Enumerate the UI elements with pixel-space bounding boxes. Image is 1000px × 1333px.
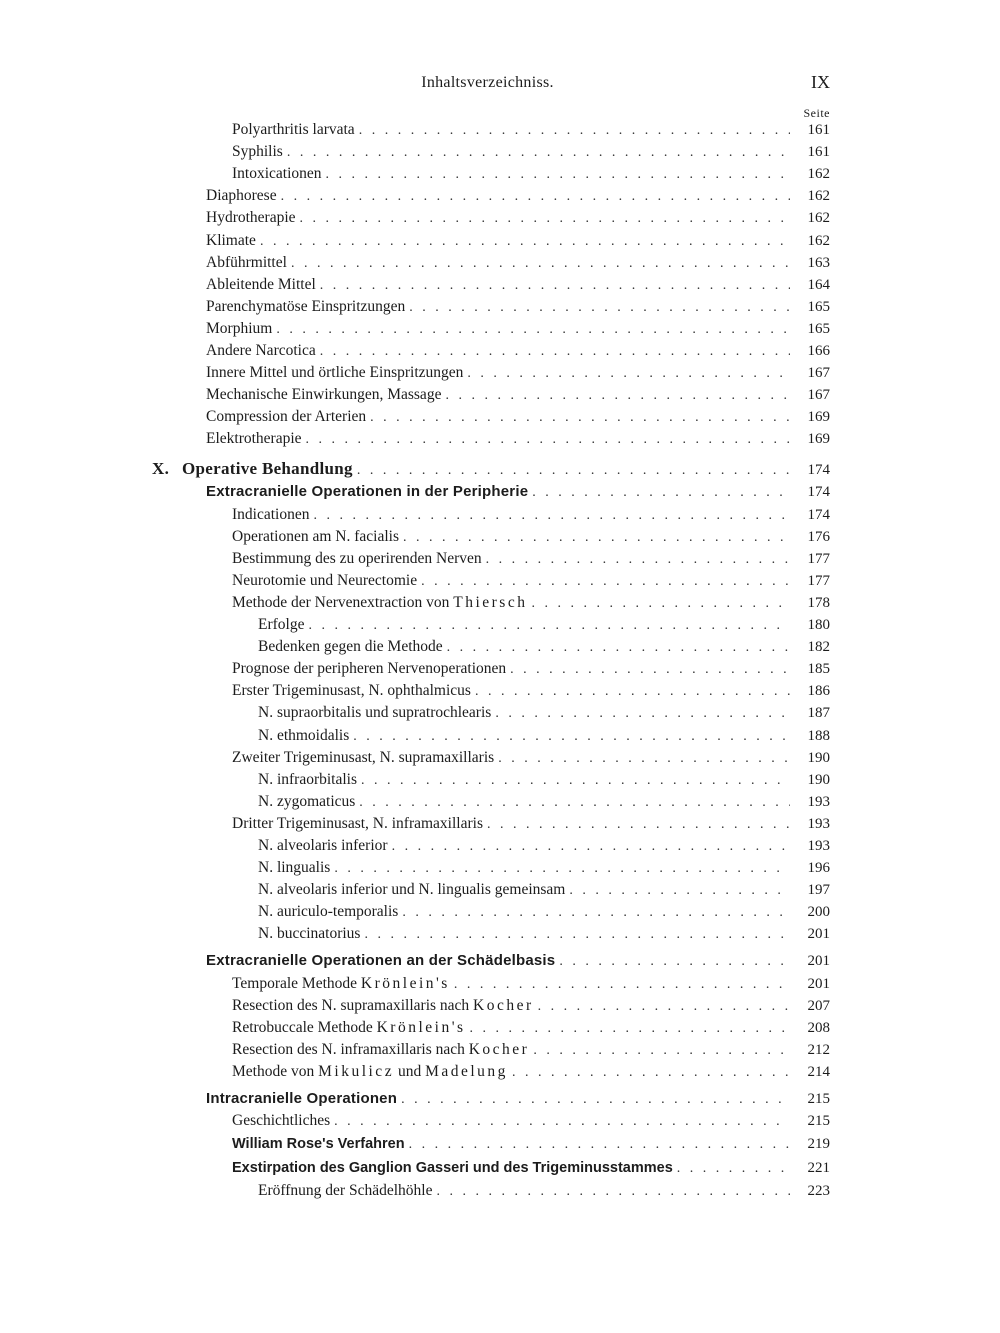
- dot-leader: [447, 640, 790, 656]
- toc-entry: [258, 616, 830, 638]
- toc-entry: [232, 165, 830, 187]
- toc-entry: [258, 925, 830, 947]
- toc-entry: [232, 1019, 830, 1041]
- toc-entry-page: 212: [807, 1041, 830, 1058]
- toc-entry: [206, 254, 830, 276]
- toc-entry: [232, 660, 830, 682]
- toc-entry-label: N. alveolaris inferior und N. lingualis gemeinsam: [258, 881, 566, 899]
- toc-entry: [232, 528, 830, 550]
- author-name: Kocher: [473, 996, 534, 1014]
- toc-entry-title: [232, 143, 287, 161]
- toc-entry: [206, 232, 830, 254]
- toc-entry: [258, 793, 830, 815]
- dot-leader: [308, 618, 790, 634]
- toc-entry: [232, 1160, 830, 1182]
- toc-entry-title: [206, 187, 281, 205]
- toc-entry-page: 208: [807, 1019, 830, 1036]
- toc-entry-label: N. supraorbitalis und supratrochlearis: [258, 704, 492, 722]
- dot-leader: [401, 1092, 790, 1108]
- toc-entry-page: 196: [807, 860, 830, 877]
- toc-entry-label: Klimate: [206, 231, 256, 249]
- toc-entry-page: 178: [807, 594, 830, 611]
- toc-entry-page: 207: [807, 997, 830, 1014]
- toc-entry-title: [232, 682, 475, 700]
- toc-entry: [258, 837, 830, 859]
- toc-entry: [206, 276, 830, 298]
- toc-entry-page: 193: [807, 815, 830, 832]
- toc-entry-page: 185: [807, 661, 830, 678]
- toc-entry-page: 219: [807, 1136, 830, 1152]
- dot-leader: [370, 410, 790, 426]
- toc-entry-page: 163: [807, 254, 830, 271]
- toc-entry-title: [258, 616, 308, 634]
- toc-entry-page: 186: [807, 683, 830, 700]
- part-number: X.: [152, 459, 170, 479]
- toc-entry-page: 167: [807, 387, 830, 404]
- toc-entry: [258, 638, 830, 660]
- dot-leader: [281, 189, 790, 205]
- toc-entry-title: [232, 572, 421, 590]
- toc-entry: [152, 459, 830, 481]
- toc-entry: [232, 594, 830, 616]
- dot-leader: [559, 954, 790, 970]
- toc-entry-page: 165: [807, 320, 830, 337]
- dot-leader: [402, 905, 790, 921]
- toc-entry: [258, 704, 830, 726]
- toc-entry-label: Operative Behandlung: [182, 459, 353, 479]
- toc-entry-title: [206, 483, 532, 500]
- toc-entry-label: Geschichtliches: [232, 1112, 331, 1129]
- toc-entry-page: 165: [807, 298, 830, 315]
- toc-entry-label: N. alveolaris inferior: [258, 837, 388, 854]
- toc-entry-page: 215: [807, 1113, 830, 1129]
- toc-entry-page: 174: [807, 462, 830, 479]
- toc-entry-label: Erfolge: [258, 616, 305, 633]
- toc-entry-label: Resection des N. inframaxillaris nach: [232, 1040, 465, 1058]
- dot-leader: [470, 1021, 790, 1037]
- toc-entry-title: [232, 749, 498, 767]
- toc-entry-title: [232, 1019, 470, 1037]
- toc-entry-page: 167: [807, 365, 830, 382]
- author-name: Madelung: [425, 1062, 508, 1080]
- toc-entry-title: [206, 1090, 401, 1107]
- dot-leader: [487, 817, 790, 833]
- toc-entry-label: Polyarthritis larvata: [232, 121, 355, 138]
- toc-entry: [232, 1041, 830, 1063]
- toc-entry-label: N. lingualis: [258, 859, 331, 877]
- toc-entry-page: 201: [807, 926, 830, 943]
- dot-leader: [421, 574, 790, 590]
- toc-entry-page: 164: [807, 276, 830, 293]
- toc-entry-label: Syphilis: [232, 143, 283, 161]
- toc-entry-title: [258, 1182, 436, 1200]
- toc-entry: [206, 483, 830, 505]
- toc-entry-label: N. zygomaticus: [258, 792, 356, 810]
- dot-leader: [320, 344, 790, 360]
- author-name: Krönlein's: [376, 1018, 466, 1036]
- dot-leader: [300, 211, 790, 227]
- toc-entry-label: Elektrotherapie: [206, 430, 302, 448]
- toc-entry-title: [232, 1160, 677, 1176]
- dot-leader: [260, 234, 790, 250]
- toc-entry-page: 174: [807, 506, 830, 523]
- toc-entry-title: [258, 925, 364, 943]
- dot-leader: [359, 123, 790, 139]
- toc-entry-title: [206, 232, 260, 250]
- toc-entry-page: 169: [807, 431, 830, 448]
- dot-leader: [392, 839, 790, 855]
- dot-leader: [531, 596, 790, 612]
- toc-entry-label: Intracranielle Operationen: [206, 1089, 398, 1107]
- toc-entry-title: [206, 386, 445, 404]
- author-name: Kocher: [468, 1040, 530, 1058]
- running-header-page-number: IX: [811, 72, 830, 92]
- toc-entry: [232, 815, 830, 837]
- toc-entry-title: [206, 430, 306, 448]
- toc-entry-page: 177: [807, 550, 830, 567]
- toc-entry-page: 221: [807, 1160, 830, 1176]
- dot-leader: [486, 552, 790, 568]
- toc-entry-label: Ableitende Mittel: [206, 275, 316, 293]
- toc-entry: [232, 506, 830, 528]
- dot-leader: [436, 1184, 790, 1200]
- toc-entry-title: [232, 1112, 334, 1130]
- toc-entry-label: N. ethmoidalis: [258, 726, 350, 744]
- toc-entry-page: 162: [807, 166, 830, 183]
- toc-entry-label: Extracranielle Operationen an der Schädelbasis: [206, 952, 556, 970]
- toc-entry-title: [232, 975, 454, 993]
- dot-leader: [361, 773, 790, 789]
- toc-entry-label: Erster Trigeminusast, N. ophthalmicus: [232, 682, 471, 700]
- toc-entry-label: Methode von: [232, 1062, 315, 1080]
- toc-entry-label: Andere Narcotica: [206, 342, 316, 359]
- dot-leader: [409, 300, 790, 316]
- running-header-title: Inhaltsverzeichniss.: [421, 74, 554, 91]
- toc-entry-title: [258, 704, 495, 722]
- toc-entry: [232, 1112, 830, 1134]
- toc-entry-title: [258, 727, 353, 745]
- dot-leader: [533, 1043, 790, 1059]
- toc-entry-label: Methode der Nervenextraction von: [232, 593, 450, 611]
- toc-entry: [206, 320, 830, 342]
- toc-entry: [232, 682, 830, 704]
- toc-entry-page: 162: [807, 210, 830, 227]
- dot-leader: [510, 662, 790, 678]
- author-name: Thiersch: [453, 593, 528, 611]
- toc-entry: [232, 997, 830, 1019]
- toc-entry-label: Zweiter Trigeminusast, N. supramaxillaris: [232, 748, 495, 766]
- toc-entry: [232, 975, 830, 997]
- toc-entry: [206, 298, 830, 320]
- toc-entry-label: Temporale Methode: [232, 974, 358, 992]
- toc-entry: [258, 1182, 830, 1204]
- toc-entry-title: [232, 528, 403, 546]
- toc-entry-label: Indicationen: [232, 505, 310, 523]
- toc-entry-title: [232, 165, 326, 183]
- toc-entry-title: [232, 997, 538, 1015]
- dot-leader: [467, 366, 790, 382]
- toc-entry-page: 180: [807, 617, 830, 633]
- toc-entry-label: Exstirpation des Ganglion Gasseri und des Trigeminusstammes: [232, 1160, 673, 1176]
- toc-entry-page: 162: [807, 188, 830, 205]
- dot-leader: [306, 432, 790, 448]
- toc-entry-page: 177: [807, 572, 830, 589]
- toc-entry: [258, 771, 830, 793]
- toc-entry: [206, 187, 830, 209]
- toc-entry-title: [258, 638, 447, 656]
- toc-entry-title: [232, 1136, 409, 1152]
- toc-entry: [258, 727, 830, 749]
- toc-entry-label: Dritter Trigeminusast, N. inframaxillaris: [232, 814, 483, 832]
- toc-entry-label: N. buccinatorius: [258, 925, 361, 943]
- toc-entry: [232, 749, 830, 771]
- toc-entry: [206, 364, 830, 386]
- toc-entry: [232, 550, 830, 572]
- toc-entry-label: Hydrotherapie: [206, 209, 296, 227]
- toc-entry-label: Extracranielle Operationen in der Peripherie: [206, 483, 529, 501]
- toc-entry-title: [206, 320, 276, 338]
- toc-entry-label: Resection des N. supramaxillaris nach: [232, 996, 470, 1014]
- dot-leader: [569, 883, 790, 899]
- toc-entry: [258, 903, 830, 925]
- toc-entry-title: [206, 209, 300, 227]
- toc-entry-title: [258, 859, 334, 877]
- toc-entry-page: 193: [807, 838, 830, 854]
- toc-entry-label: Intoxicationen: [232, 165, 322, 183]
- toc-entry-label: Mechanische Einwirkungen, Massage: [206, 386, 442, 404]
- toc-entry-title: [206, 342, 320, 360]
- toc-entry-label: Morphium: [206, 319, 273, 337]
- toc-entry-title: [232, 1063, 512, 1081]
- toc-entry-title: [206, 952, 559, 969]
- toc-entry-label: Neurotomie und Neurectomie: [232, 571, 418, 589]
- toc-entry-page: 166: [807, 343, 830, 359]
- toc-entry-title: [232, 550, 486, 568]
- toc-entry-page: 190: [807, 771, 830, 788]
- toc-entry-title: [206, 364, 467, 382]
- toc-entry: [206, 952, 830, 974]
- toc-entry-label: N. auriculo-temporalis: [258, 903, 399, 921]
- toc-entry-label: Retrobuccale Methode: [232, 1018, 373, 1036]
- toc-entry: [232, 143, 830, 165]
- toc-entry-page: 215: [807, 1090, 830, 1107]
- page-column-label: Seite: [803, 106, 830, 120]
- toc-entry: [258, 859, 830, 881]
- dot-leader: [357, 463, 790, 479]
- toc-entry-title: [152, 459, 357, 479]
- toc-entry-page: 197: [807, 882, 830, 899]
- toc-entry-page: 223: [807, 1183, 830, 1200]
- dot-leader: [532, 485, 790, 501]
- toc-entry-title: [232, 815, 487, 833]
- toc-entry-page: 193: [807, 793, 830, 810]
- dot-leader: [445, 388, 790, 404]
- dot-leader: [538, 999, 790, 1015]
- toc-entry-page: 201: [807, 975, 830, 992]
- toc-entry-label: William Rose's Verfahren: [232, 1136, 405, 1152]
- dot-leader: [498, 751, 790, 767]
- author-name: Mikulicz: [318, 1062, 395, 1080]
- toc-entry-label: Abführmittel: [206, 253, 287, 271]
- dot-leader: [353, 729, 790, 745]
- toc-entry: [206, 342, 830, 364]
- toc-entry-page: 161: [807, 144, 830, 161]
- toc-entry-page: 190: [807, 749, 830, 766]
- toc-entry: [232, 121, 830, 143]
- toc-entry-title: [206, 298, 409, 316]
- toc-entry-label: Parenchymatöse Einspritzungen: [206, 297, 406, 315]
- toc-entry-label: Eröffnung der Schädelhöhle: [258, 1182, 433, 1200]
- toc-entry-label: N. infraorbitalis: [258, 770, 358, 788]
- toc-entry-title: [232, 121, 359, 139]
- toc-entry-title: [232, 660, 510, 678]
- toc-entry-page: 176: [807, 528, 830, 545]
- dot-leader: [276, 322, 790, 338]
- toc-entry-title: [258, 903, 402, 921]
- toc-entry: [206, 408, 830, 430]
- dot-leader: [364, 927, 790, 943]
- toc-entry-title: [232, 594, 531, 612]
- toc-entry-label: Bedenken gegen die Methode: [258, 638, 443, 656]
- author-name: Krönlein's: [360, 974, 450, 992]
- toc-entry-label: Innere Mittel und örtliche Einspritzungen: [206, 364, 464, 382]
- dot-leader: [334, 861, 790, 877]
- toc-entry-title: [258, 771, 361, 789]
- toc-entry-page: 200: [807, 904, 830, 921]
- toc-entry: [206, 386, 830, 408]
- toc-entry: [232, 1136, 830, 1158]
- dot-leader: [403, 530, 790, 546]
- dot-leader: [495, 706, 790, 722]
- toc-entry-page: 169: [807, 409, 830, 426]
- toc-entry-label: Operationen am N. facialis: [232, 527, 399, 545]
- toc-entry-label-mid: und: [397, 1062, 422, 1080]
- toc-entry: [232, 1063, 830, 1085]
- toc-entry: [206, 430, 830, 452]
- dot-leader: [291, 256, 790, 272]
- dot-leader: [320, 278, 790, 294]
- toc-entry-page: 162: [807, 232, 830, 249]
- dot-leader: [454, 977, 790, 993]
- toc-entry-title: [232, 506, 313, 524]
- toc-entry-title: [206, 254, 291, 272]
- toc-entry: [232, 572, 830, 594]
- dot-leader: [313, 508, 790, 524]
- toc-entry-title: [258, 793, 359, 811]
- toc-entry-page: 182: [807, 639, 830, 656]
- toc-entry-label: Diaphorese: [206, 187, 277, 205]
- toc-entry-label: Prognose der peripheren Nervenoperationen: [232, 660, 507, 678]
- dot-leader: [334, 1114, 790, 1130]
- dot-leader: [359, 795, 790, 811]
- toc-entry-page: 174: [807, 484, 830, 501]
- toc-entry: [258, 881, 830, 903]
- toc-entry-label: Bestimmung des zu operirenden Nerven: [232, 549, 482, 567]
- toc-entry-title: [258, 837, 392, 855]
- dot-leader: [326, 167, 790, 183]
- toc-entry-label: Compression der Arterien: [206, 408, 367, 426]
- dot-leader: [475, 684, 790, 700]
- toc-entry: [206, 209, 830, 231]
- toc-entry-page: 187: [807, 705, 830, 722]
- toc-entry-page: 188: [807, 727, 830, 744]
- dot-leader: [409, 1137, 790, 1153]
- toc-entry-title: [206, 276, 320, 294]
- toc-entry-title: [258, 881, 569, 899]
- toc-entry-page: 214: [807, 1063, 830, 1080]
- toc-entry-page: 201: [807, 953, 830, 970]
- toc-entry-title: [232, 1041, 533, 1059]
- dot-leader: [512, 1065, 790, 1081]
- toc-entry-page: 161: [807, 122, 830, 138]
- toc-entry-title: [206, 408, 370, 426]
- dot-leader: [287, 145, 790, 161]
- toc-entry: [206, 1090, 830, 1112]
- dot-leader: [677, 1161, 790, 1177]
